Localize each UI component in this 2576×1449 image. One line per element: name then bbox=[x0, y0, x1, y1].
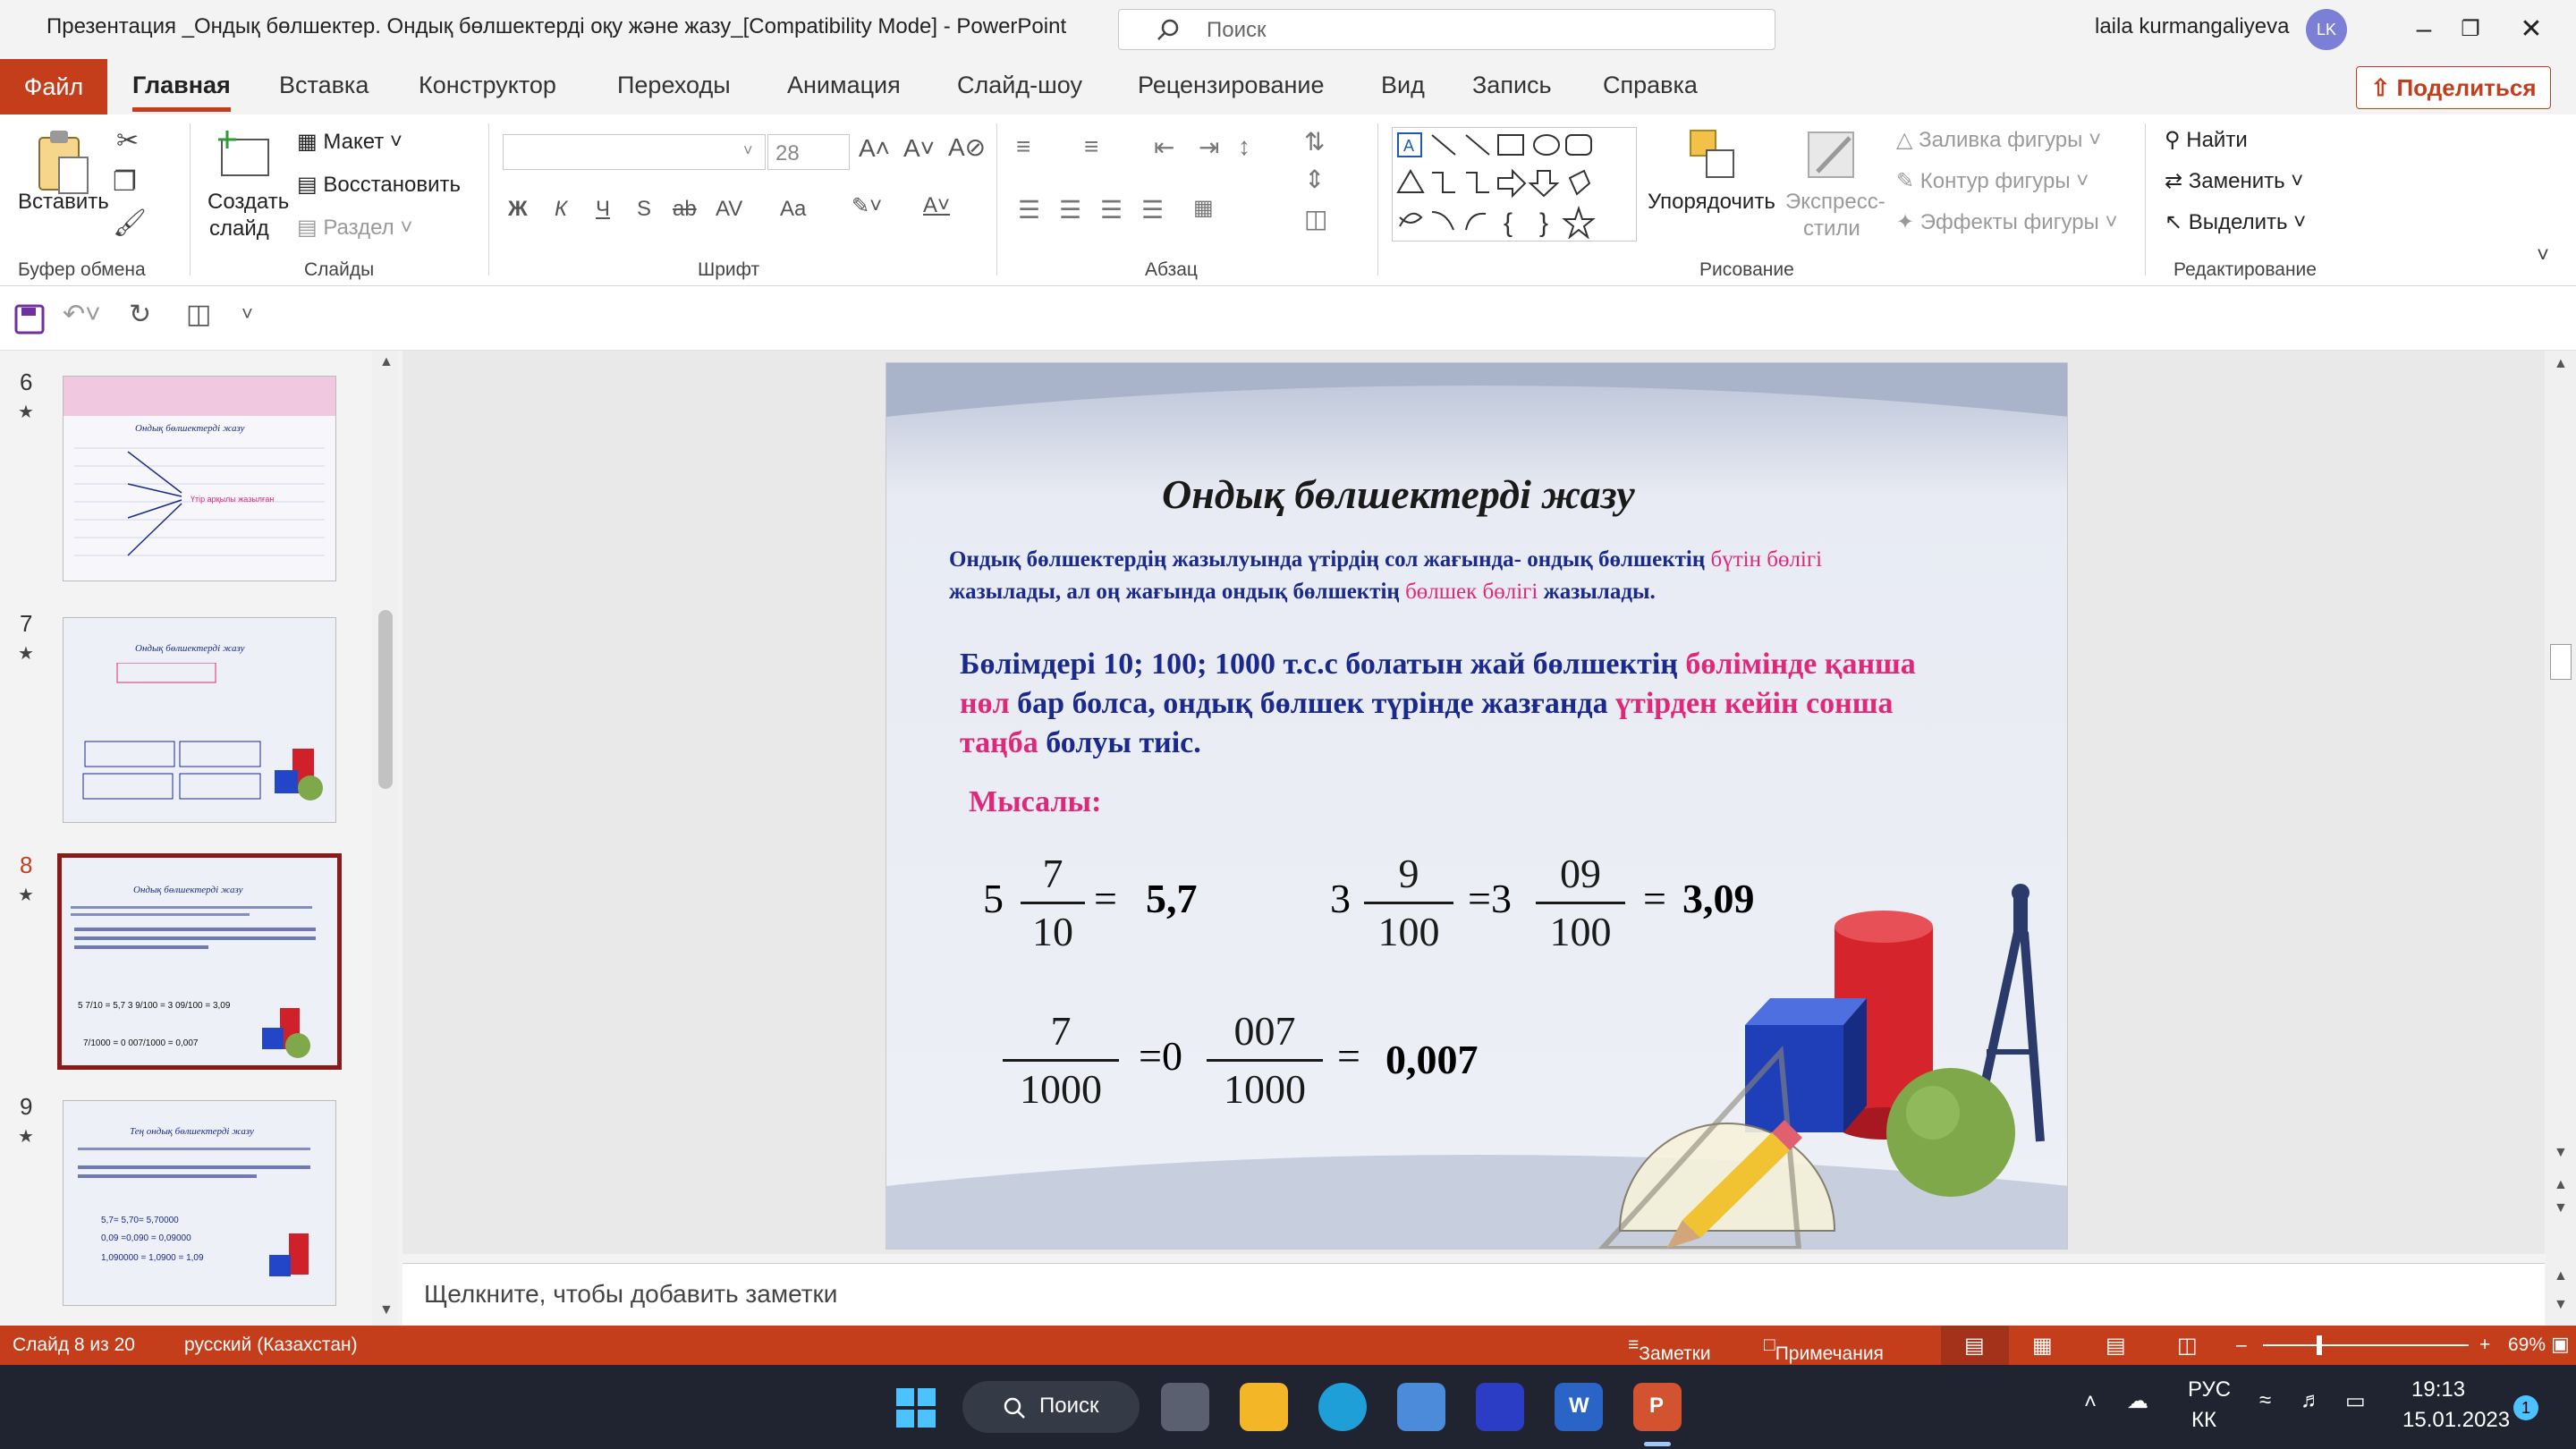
underline-button[interactable]: Ч bbox=[596, 197, 610, 221]
thumb-title: Ондық бөлшектерді жазу bbox=[135, 423, 245, 434]
thumb-slide-8[interactable] bbox=[57, 853, 342, 1070]
keyboard-lang-2[interactable]: КК bbox=[2191, 1408, 2216, 1432]
search-box[interactable] bbox=[1118, 9, 1775, 50]
notification-badge[interactable]: 1 bbox=[2513, 1395, 2538, 1420]
thumb-header bbox=[64, 377, 336, 416]
ex2-numerator: 9 bbox=[1398, 851, 1419, 896]
slide-title: Ондық бөлшектерді жазу bbox=[1162, 471, 1635, 517]
quick-styles-label-1[interactable]: Экспресс- bbox=[1785, 190, 1885, 214]
shrink-font-icon[interactable]: A˅ bbox=[903, 134, 936, 162]
thumb-slide-6[interactable] bbox=[63, 376, 336, 581]
slide-sorter-icon[interactable]: ▦ bbox=[2032, 1334, 2053, 1358]
group-paragraph-label: Абзац bbox=[1145, 259, 1198, 280]
language-indicator[interactable]: русский (Казахстан) bbox=[184, 1335, 358, 1355]
find-label: Найти bbox=[2186, 128, 2248, 152]
svg-text:{: { bbox=[1504, 208, 1513, 238]
scroll-up-icon[interactable]: ▲ bbox=[379, 354, 394, 369]
slide-thumbnails-pane bbox=[0, 351, 402, 1326]
font-size-combo[interactable] bbox=[767, 134, 850, 170]
scroll-down-icon[interactable]: ▼ bbox=[379, 1302, 394, 1318]
bold-button[interactable]: Ж bbox=[508, 197, 528, 221]
rule-line-2 bbox=[960, 687, 1893, 721]
thumb-number: 7 bbox=[20, 610, 33, 637]
restore-icon[interactable]: ❐ bbox=[2461, 17, 2480, 41]
store-icon[interactable] bbox=[1397, 1383, 1445, 1431]
group-clipboard-label: Буфер обмена bbox=[18, 259, 146, 280]
shapes-icon bbox=[1393, 128, 1634, 239]
thumb-content bbox=[74, 439, 325, 573]
ex1-fraction bbox=[1021, 846, 1085, 960]
animation-star-icon: ★ bbox=[18, 644, 34, 664]
ex2-equals-whole: =3 bbox=[1468, 876, 1512, 921]
ex3-fraction-2 bbox=[1207, 1004, 1323, 1117]
ex3-denominator-2: 1000 bbox=[1224, 1066, 1306, 1112]
ex3-numerator: 7 bbox=[1050, 1008, 1072, 1054]
window-title: Презентация _Ондық бөлшектер. Ондық бөлшектерді оқу және жазу_[Compatibility Mode] - PowerPoint bbox=[47, 14, 1067, 38]
taskbar-search[interactable] bbox=[962, 1381, 1140, 1433]
notes-scroll-up-icon[interactable]: ▲ bbox=[2554, 1268, 2568, 1284]
columns-icon[interactable]: ▦ bbox=[1193, 196, 1214, 220]
rule-highlight: таңба bbox=[960, 726, 1038, 759]
reading-view-icon[interactable]: ▤ bbox=[2106, 1334, 2126, 1358]
tab-insert[interactable]: Вставка bbox=[279, 72, 369, 98]
current-slide[interactable] bbox=[886, 362, 2068, 1250]
close-icon[interactable]: ✕ bbox=[2520, 14, 2543, 44]
svg-text:5,7= 5,70= 5,70000: 5,7= 5,70= 5,70000 bbox=[101, 1216, 179, 1225]
ex3-result: 0,007 bbox=[1385, 1037, 1479, 1082]
zoom-level[interactable]: 69% bbox=[2508, 1335, 2546, 1355]
rule-text: бар болса, ондық бөлшек түрінде жазғанда bbox=[1009, 687, 1616, 720]
scroll-up-icon[interactable]: ▲ bbox=[2554, 356, 2568, 371]
intro-highlight: бөлшек бөлігі bbox=[1405, 580, 1538, 604]
clear-format-icon[interactable]: A⊘ bbox=[948, 133, 987, 161]
group-drawing-label: Рисование bbox=[1699, 259, 1794, 280]
file-explorer-icon[interactable] bbox=[1240, 1383, 1288, 1431]
svg-text:0,09 =0,090 = 0,09000: 0,09 =0,090 = 0,09000 bbox=[101, 1233, 191, 1243]
bullets-icon[interactable]: ≡ bbox=[1016, 132, 1031, 160]
share-button[interactable]: ⇧ Поделиться bbox=[2356, 66, 2551, 109]
ex2-whole: 3 bbox=[1330, 876, 1351, 921]
italic-button[interactable]: К bbox=[555, 197, 568, 221]
ex2-denominator-2: 100 bbox=[1549, 909, 1612, 954]
clock-time[interactable]: 19:13 bbox=[2411, 1377, 2466, 1402]
intro-line-1 bbox=[949, 547, 1822, 572]
clock-date[interactable]: 15.01.2023 bbox=[2402, 1408, 2511, 1432]
notes-label: Заметки bbox=[1639, 1343, 1711, 1364]
editor-scrollbar[interactable] bbox=[2546, 351, 2576, 1326]
shapes-gallery[interactable] bbox=[1392, 127, 1637, 242]
avatar[interactable]: LK bbox=[2306, 9, 2347, 50]
thumb-number-current: 8 bbox=[20, 852, 33, 878]
layout-button[interactable]: ▦ Макет ˅ bbox=[297, 130, 402, 154]
search-icon bbox=[1002, 1395, 1027, 1420]
format-painter-icon[interactable]: 🖌 bbox=[113, 208, 148, 238]
thumb-title: Тең ондық бөлшектерді жазу bbox=[130, 1126, 254, 1137]
thumb-title: Ондық бөлшектерді жазу bbox=[133, 885, 243, 895]
shape-effects-label: Эффекты фигуры bbox=[1919, 210, 2099, 234]
undo-icon[interactable]: ↶˅ bbox=[63, 300, 101, 329]
collapse-ribbon-icon[interactable]: ˅ bbox=[2537, 243, 2550, 267]
keyboard-lang-1[interactable]: РУС bbox=[2188, 1377, 2232, 1402]
select-label: Выделить bbox=[2188, 210, 2288, 234]
thumbnails-scrollbar[interactable] bbox=[372, 351, 399, 1326]
windows-start-icon[interactable] bbox=[894, 1386, 937, 1429]
zoom-slider-thumb[interactable] bbox=[2317, 1335, 2322, 1355]
thumb-content bbox=[81, 663, 332, 815]
layout-label: Макет bbox=[323, 130, 385, 154]
find-button[interactable]: ⚲ Найти bbox=[2165, 128, 2248, 152]
sphere-icon bbox=[1886, 1068, 2015, 1197]
cube-icon bbox=[1745, 998, 1867, 1132]
next-slide-icon[interactable]: ▼ bbox=[2554, 1200, 2568, 1216]
prev-slide-icon[interactable]: ▲ bbox=[2554, 1177, 2568, 1192]
scrollbar-thumb[interactable] bbox=[2550, 644, 2572, 680]
new-slide-label-2[interactable]: слайд bbox=[209, 216, 269, 241]
ex3-equals-whole: =0 bbox=[1139, 1033, 1182, 1079]
thumb-number: 6 bbox=[20, 369, 33, 395]
align-text-icon[interactable]: ⇕ bbox=[1304, 165, 1326, 193]
ex1-whole: 5 bbox=[983, 876, 1004, 921]
save-icon[interactable] bbox=[14, 304, 45, 335]
char-spacing-button[interactable]: AV bbox=[716, 197, 743, 221]
separator bbox=[1377, 123, 1378, 275]
animation-star-icon: ★ bbox=[18, 1127, 34, 1147]
thumb-title: Ондық бөлшектерді жазу bbox=[135, 643, 245, 654]
tab-review[interactable]: Рецензирование bbox=[1138, 72, 1325, 98]
replace-button[interactable]: ⇄ Заменить ˅ bbox=[2165, 169, 2304, 193]
separator bbox=[190, 123, 191, 275]
decrease-indent-icon[interactable]: ⇤ bbox=[1154, 133, 1175, 161]
intro-text: жазылады. bbox=[1538, 580, 1656, 604]
line-spacing-icon[interactable]: ↕ bbox=[1238, 132, 1250, 160]
numbering-icon[interactable]: ≡ bbox=[1084, 132, 1099, 160]
title-bar bbox=[0, 0, 2576, 59]
ex3-numerator-2: 007 bbox=[1233, 1008, 1296, 1054]
grow-font-icon[interactable]: A˄ bbox=[859, 134, 891, 162]
svg-text:5 7/10 = 5,7 3 9/100 = 3 09: 5 7/10 = 5,7 3 9/100 = 3 09/100 = 3,09 bbox=[78, 1001, 231, 1011]
thumb-slide-9[interactable] bbox=[63, 1100, 336, 1306]
user-name[interactable]: laila kurmangaliyeva bbox=[2095, 14, 2290, 38]
align-center-icon[interactable]: ☰ bbox=[1059, 196, 1082, 224]
normal-view-icon: ▤ bbox=[1964, 1334, 1985, 1358]
scrollbar-thumb[interactable] bbox=[378, 610, 393, 789]
group-editing-label: Редактирование bbox=[2174, 259, 2317, 280]
slideshow-view-icon[interactable]: ◫ bbox=[2177, 1334, 2198, 1358]
powerpoint-icon[interactable]: P bbox=[1633, 1383, 1682, 1431]
zoom-in-icon[interactable]: + bbox=[2479, 1335, 2491, 1355]
intro-text: жазылады, ал оң жағында ондық бөлшектің bbox=[949, 580, 1406, 604]
ex1-denominator: 10 bbox=[1032, 909, 1073, 954]
select-button[interactable]: ↖ Выделить ˅ bbox=[2165, 210, 2307, 234]
arrange-button[interactable]: Упорядочить bbox=[1648, 190, 1775, 214]
section-button[interactable]: ▤ Раздел ˅ bbox=[297, 216, 413, 240]
quick-styles-icon[interactable] bbox=[1805, 127, 1862, 184]
copy-icon[interactable]: ❐ bbox=[113, 167, 137, 197]
tab-animations[interactable]: Анимация bbox=[787, 72, 901, 98]
wifi-icon[interactable]: ≈ bbox=[2259, 1388, 2272, 1412]
word-icon[interactable]: W bbox=[1555, 1383, 1603, 1431]
tab-transitions[interactable]: Переходы bbox=[617, 72, 731, 98]
customize-qat-icon[interactable]: ˅ bbox=[242, 302, 253, 325]
quick-styles-label-2[interactable]: стили bbox=[1803, 216, 1860, 241]
rule-line-3 bbox=[960, 726, 1201, 760]
share-label: Поделиться bbox=[2396, 74, 2537, 101]
intro-highlight: бүтін бөлігі bbox=[1710, 547, 1823, 572]
animation-star-icon: ★ bbox=[18, 402, 34, 422]
align-left-icon[interactable]: ☰ bbox=[1018, 196, 1041, 224]
increase-indent-icon[interactable]: ⇥ bbox=[1199, 133, 1220, 161]
weather-icon[interactable]: ☁ bbox=[2127, 1389, 2148, 1413]
tab-slideshow[interactable]: Слайд-шоу bbox=[957, 72, 1082, 98]
ribbon bbox=[0, 114, 2576, 286]
font-name-combo[interactable]: ˅ bbox=[503, 134, 766, 170]
notes-toggle[interactable]: ≡ Заметки bbox=[1628, 1335, 1711, 1364]
status-bar bbox=[0, 1326, 2576, 1365]
ex1-numerator: 7 bbox=[1042, 851, 1063, 896]
search-placeholder: Поиск bbox=[1207, 18, 1267, 42]
reset-label: Восстановить bbox=[323, 173, 462, 197]
font-color-icon[interactable]: A˅ bbox=[923, 193, 951, 217]
separator bbox=[488, 123, 489, 275]
intro-line-2 bbox=[949, 580, 1656, 605]
ribbon-tabs bbox=[0, 59, 2576, 114]
group-slides-label: Слайды bbox=[304, 259, 375, 280]
smartart-icon[interactable]: ◫ bbox=[1304, 205, 1328, 233]
thumb-slide-7[interactable] bbox=[63, 617, 336, 823]
shape-outline-label: Контур фигуры bbox=[1919, 169, 2071, 193]
ex3-equals: = bbox=[1337, 1033, 1360, 1079]
paste-button[interactable]: Вставить bbox=[18, 190, 109, 214]
zoom-out-icon[interactable]: – bbox=[2236, 1335, 2247, 1355]
intro-text: Ондық бөлшектердің жазылуында үтірдің сол жағында- ондық бөлшектің bbox=[949, 547, 1711, 572]
svg-text:Үтір арқылы жазылған: Үтір арқылы жазылған bbox=[191, 495, 275, 504]
rule-text: Бөлімдері 10; 100; 1000 т.с.с болатын жай бөлшектің bbox=[960, 648, 1686, 681]
fit-slide-icon[interactable]: ▣ bbox=[2551, 1333, 2570, 1355]
separator bbox=[996, 123, 997, 275]
new-slide-icon[interactable] bbox=[215, 127, 274, 182]
text-direction-icon[interactable]: ⇅ bbox=[1304, 128, 1326, 156]
arrange-icon[interactable] bbox=[1687, 127, 1741, 184]
paste-icon[interactable] bbox=[34, 127, 93, 199]
rule-highlight: үтірден кейін сонша bbox=[1615, 687, 1894, 720]
comments-toggle[interactable]: □ Примечания bbox=[1764, 1335, 1884, 1364]
redo-icon[interactable]: ↻ bbox=[129, 300, 152, 329]
ex1-equals: = bbox=[1094, 876, 1117, 921]
svg-text:7/1000 = 0 007/1000 = 0,007: 7/1000 = 0 007/1000 = 0,007 bbox=[83, 1038, 199, 1048]
reset-button[interactable]: ▤ Восстановить bbox=[297, 173, 462, 197]
quick-access-toolbar bbox=[0, 286, 2576, 351]
shape-fill-label: Заливка фигуры bbox=[1919, 128, 2083, 152]
comments-label: Примечания bbox=[1775, 1343, 1884, 1364]
slideshow-from-start-icon[interactable]: ◫ bbox=[186, 300, 212, 329]
svg-text:}: } bbox=[1539, 208, 1549, 238]
tab-design[interactable]: Конструктор bbox=[419, 72, 556, 98]
notes-scroll-down-icon[interactable]: ▼ bbox=[2554, 1297, 2568, 1312]
svg-text:A: A bbox=[1403, 137, 1415, 155]
normal-view-button[interactable] bbox=[1941, 1326, 2009, 1365]
show-hidden-icons-icon[interactable]: ˄ bbox=[2084, 1390, 2097, 1414]
tab-view[interactable]: Вид bbox=[1381, 72, 1425, 98]
svg-text:1,090000 = 1,0900 = 1,09: 1,090000 = 1,0900 = 1,09 bbox=[101, 1253, 204, 1263]
rule-highlight: нөл bbox=[960, 687, 1010, 720]
rule-line-1 bbox=[960, 648, 1916, 682]
shadow-button[interactable]: S bbox=[637, 197, 652, 221]
active-app-indicator bbox=[1644, 1442, 1671, 1446]
thumb-content bbox=[71, 902, 335, 1063]
group-font-label: Шрифт bbox=[698, 259, 760, 280]
separator bbox=[2145, 123, 2146, 275]
app-icon[interactable] bbox=[1476, 1383, 1524, 1431]
rule-highlight: бөлімінде қанша bbox=[1685, 648, 1916, 681]
notes-pane[interactable] bbox=[402, 1263, 2545, 1326]
highlight-icon[interactable]: ✎˅ bbox=[852, 194, 883, 218]
scroll-down-icon[interactable]: ▼ bbox=[2554, 1145, 2568, 1160]
shape-fill-button[interactable]: △ Заливка фигуры ˅ bbox=[1896, 128, 2102, 152]
ex2-equals: = bbox=[1643, 876, 1666, 921]
thumb-content bbox=[78, 1144, 334, 1305]
align-right-icon[interactable]: ☰ bbox=[1100, 196, 1123, 224]
example-label: Мысалы: bbox=[969, 785, 1102, 818]
tab-record[interactable]: Запись bbox=[1472, 72, 1552, 98]
rule-text: болуы тиіс. bbox=[1038, 726, 1201, 759]
slide-counter: Слайд 8 из 20 bbox=[13, 1335, 135, 1355]
strikethrough-button[interactable]: ab bbox=[673, 197, 697, 221]
tab-file[interactable]: Файл bbox=[0, 59, 107, 114]
shape-effects-button[interactable]: ✦ Эффекты фигуры ˅ bbox=[1896, 210, 2118, 234]
ex3-denominator: 1000 bbox=[1020, 1066, 1102, 1112]
task-view-icon[interactable] bbox=[1161, 1383, 1209, 1431]
zoom-slider[interactable] bbox=[2263, 1344, 2469, 1346]
ex2-result: 3,09 bbox=[1682, 876, 1755, 921]
taskbar-search-label: Поиск bbox=[1039, 1394, 1099, 1418]
animation-star-icon: ★ bbox=[18, 886, 34, 905]
ex2-numerator-2: 09 bbox=[1560, 851, 1601, 896]
edge-icon[interactable] bbox=[1318, 1383, 1367, 1431]
notes-placeholder: Щелкните, чтобы добавить заметки bbox=[424, 1280, 838, 1308]
change-case-button[interactable]: Aa bbox=[780, 197, 807, 221]
replace-label: Заменить bbox=[2188, 169, 2285, 193]
ex1-result: 5,7 bbox=[1146, 876, 1198, 921]
section-label: Раздел bbox=[323, 216, 394, 240]
minimize-icon[interactable]: – bbox=[2416, 14, 2432, 44]
ex3-fraction bbox=[1003, 1004, 1119, 1117]
search-icon bbox=[1155, 17, 1182, 44]
thumb-number: 9 bbox=[20, 1093, 33, 1120]
new-slide-label-1[interactable]: Создать bbox=[208, 190, 290, 214]
volume-icon[interactable]: ♬ bbox=[2301, 1388, 2322, 1412]
cut-icon[interactable]: ✂ bbox=[116, 126, 140, 156]
ex2-fraction bbox=[1364, 846, 1453, 960]
shape-outline-button[interactable]: ✎ Контур фигуры ˅ bbox=[1896, 169, 2089, 193]
geometry-clipart bbox=[1566, 873, 2067, 1250]
taskbar bbox=[0, 1365, 2576, 1449]
justify-icon[interactable]: ☰ bbox=[1141, 196, 1165, 224]
ex2-denominator: 100 bbox=[1377, 909, 1440, 954]
tab-help[interactable]: Справка bbox=[1603, 72, 1698, 98]
font-size-value: 28 bbox=[775, 141, 800, 165]
tab-home[interactable]: Главная bbox=[132, 72, 231, 98]
battery-icon[interactable]: ▭ bbox=[2345, 1389, 2366, 1413]
